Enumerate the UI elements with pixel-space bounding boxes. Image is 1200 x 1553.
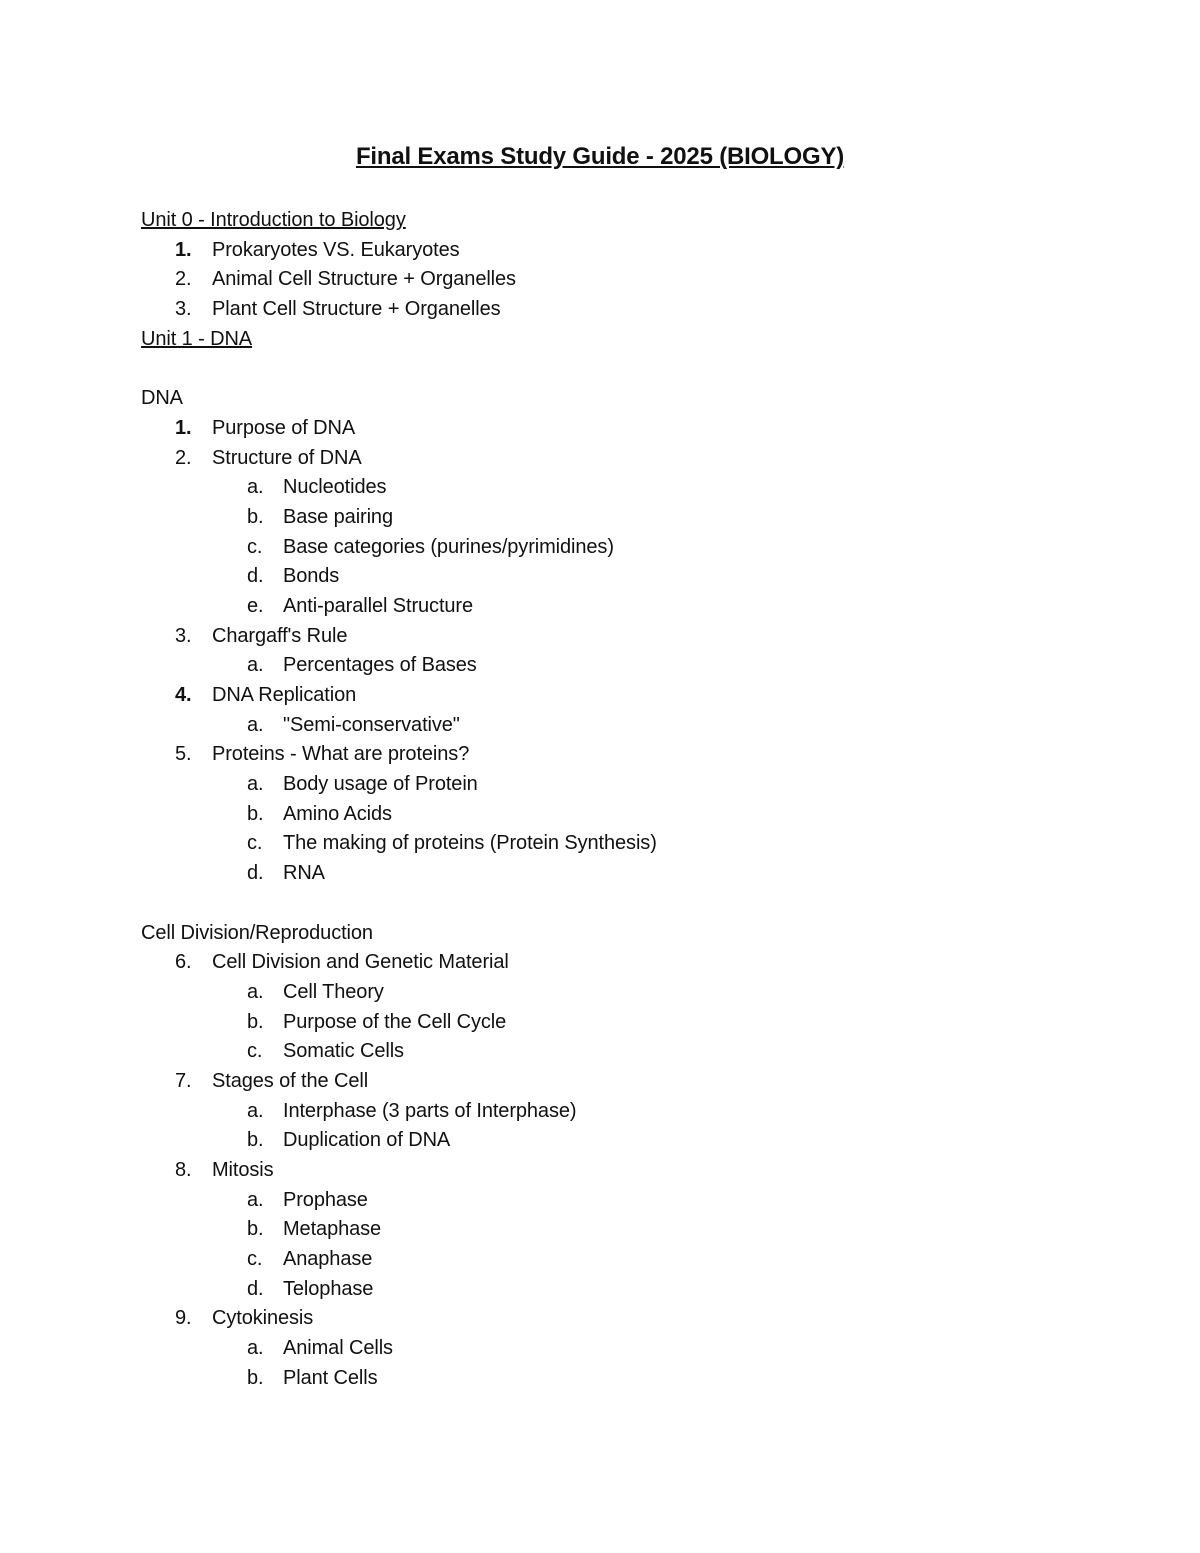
list-item-text: DNA Replication bbox=[212, 684, 357, 706]
sub-list-item bbox=[141, 800, 1101, 830]
sub-list-marker: b. bbox=[247, 505, 264, 528]
sub-list-item-text: Bonds bbox=[283, 565, 340, 588]
sub-list-item-text: Amino Acids bbox=[283, 802, 392, 825]
list-item bbox=[141, 622, 1101, 652]
sub-list-item-text: Interphase (3 parts of Interphase) bbox=[283, 1099, 577, 1122]
sub-list-item-text: Purpose of the Cell Cycle bbox=[283, 1010, 507, 1033]
list-item bbox=[141, 236, 1101, 266]
list-item bbox=[141, 295, 1101, 325]
sub-list-item-text: Nucleotides bbox=[283, 476, 387, 499]
sub-list-item bbox=[141, 859, 1101, 889]
sub-list-item bbox=[141, 473, 1101, 503]
list-marker: 1. bbox=[175, 416, 192, 439]
list-marker: 8. bbox=[175, 1159, 192, 1181]
sub-list-marker: a. bbox=[247, 1188, 264, 1211]
sub-list-item bbox=[141, 503, 1101, 533]
sub-list-item-text: Base categories (purines/pyrimidines) bbox=[283, 535, 614, 558]
sub-list-marker: a. bbox=[247, 773, 264, 796]
list-marker: 4. bbox=[175, 684, 192, 706]
sub-list-item bbox=[141, 562, 1101, 592]
sub-list-item-text: Duplication of DNA bbox=[283, 1129, 451, 1152]
sub-list-item bbox=[141, 592, 1101, 622]
list-item bbox=[141, 265, 1101, 295]
list-item-text: Mitosis bbox=[212, 1159, 274, 1181]
list-item-text: Structure of DNA bbox=[212, 446, 362, 469]
sub-list-marker: b. bbox=[247, 1218, 264, 1241]
sub-list-marker: c. bbox=[247, 832, 263, 855]
sub-list-marker: c. bbox=[247, 1248, 263, 1271]
sub-list-item bbox=[141, 1275, 1101, 1305]
list-item bbox=[141, 681, 1101, 711]
sub-list-item-text: Metaphase bbox=[283, 1218, 382, 1241]
section-heading-dna: DNA bbox=[141, 387, 183, 410]
sub-list-marker: d. bbox=[247, 565, 264, 588]
sub-list-item-text: Cell Theory bbox=[283, 980, 384, 1003]
sub-list-item-text: Anti-parallel Structure bbox=[283, 594, 474, 617]
sub-list-marker: d. bbox=[247, 862, 264, 885]
list-marker: 1. bbox=[175, 238, 192, 261]
list-item-text: Chargaff's Rule bbox=[212, 624, 348, 647]
spacer bbox=[141, 354, 1101, 384]
sub-list-marker: b. bbox=[247, 1129, 264, 1152]
sub-list-item-text: Somatic Cells bbox=[283, 1040, 404, 1063]
sub-list-item-text: The making of proteins (Protein Synthesis) bbox=[283, 832, 657, 855]
sub-list-item-text: Percentages of Bases bbox=[283, 654, 477, 677]
sub-list-marker: d. bbox=[247, 1277, 264, 1300]
sub-list-item bbox=[141, 1008, 1101, 1038]
sub-list-item bbox=[141, 829, 1101, 859]
sub-list-item bbox=[141, 533, 1101, 563]
list-marker: 2. bbox=[175, 446, 192, 469]
sub-list-marker: a. bbox=[247, 476, 264, 499]
sub-list-item-text: RNA bbox=[283, 862, 325, 885]
sub-list-item bbox=[141, 711, 1101, 741]
sub-list-item-text: Body usage of Protein bbox=[283, 773, 478, 796]
sub-list-item bbox=[141, 1097, 1101, 1127]
sub-list-item bbox=[141, 1334, 1101, 1364]
list-item bbox=[141, 1067, 1101, 1097]
sub-list-marker: e. bbox=[247, 594, 264, 617]
list-item bbox=[141, 948, 1101, 978]
list-item-text: Purpose of DNA bbox=[212, 416, 356, 439]
list-item-text: Animal Cell Structure + Organelles bbox=[212, 268, 516, 291]
list-item bbox=[141, 740, 1101, 770]
sub-list-marker: c. bbox=[247, 1040, 263, 1063]
sub-list-marker: a. bbox=[247, 654, 264, 677]
list-item-text: Proteins - What are proteins? bbox=[212, 743, 470, 766]
sub-list-item bbox=[141, 1364, 1101, 1394]
list-item-text: Stages of the Cell bbox=[212, 1069, 369, 1092]
sub-list-item bbox=[141, 1215, 1101, 1245]
list-item-text: Cytokinesis bbox=[212, 1307, 314, 1330]
sub-list-marker: a. bbox=[247, 1099, 264, 1122]
sub-list-item bbox=[141, 1126, 1101, 1156]
unit-1-heading: Unit 1 - DNA bbox=[141, 327, 253, 350]
sub-list-item-text: Base pairing bbox=[283, 505, 393, 528]
list-marker: 3. bbox=[175, 624, 192, 647]
sub-list-marker: a. bbox=[247, 713, 264, 736]
section-heading-cell-division: Cell Division/Reproduction bbox=[141, 921, 373, 944]
sub-list-item bbox=[141, 1186, 1101, 1216]
list-item-text: Cell Division and Genetic Material bbox=[212, 951, 509, 974]
list-item bbox=[141, 1156, 1101, 1186]
sub-list-item bbox=[141, 651, 1101, 681]
sub-list-item-text: "Semi-conservative" bbox=[283, 713, 460, 736]
unit-0-heading: Unit 0 - Introduction to Biology bbox=[141, 209, 406, 231]
sub-list-item-text: Anaphase bbox=[283, 1248, 373, 1271]
list-marker: 7. bbox=[175, 1069, 192, 1092]
list-item-text: Prokaryotes VS. Eukaryotes bbox=[212, 238, 460, 261]
list-marker: 9. bbox=[175, 1307, 192, 1330]
sub-list-item-text: Telophase bbox=[283, 1277, 374, 1300]
sub-list-item bbox=[141, 1037, 1101, 1067]
sub-list-marker: b. bbox=[247, 1366, 264, 1389]
list-item bbox=[141, 1304, 1101, 1334]
sub-list-marker: a. bbox=[247, 980, 264, 1003]
list-item bbox=[141, 414, 1101, 444]
sub-list-item-text: Plant Cells bbox=[283, 1366, 378, 1389]
sub-list-item bbox=[141, 770, 1101, 800]
document-body bbox=[141, 206, 1101, 1394]
sub-list-item-text: Animal Cells bbox=[283, 1337, 393, 1360]
list-marker: 5. bbox=[175, 743, 192, 766]
spacer bbox=[141, 889, 1101, 919]
list-item bbox=[141, 444, 1101, 474]
sub-list-item-text: Prophase bbox=[283, 1188, 368, 1211]
sub-list-marker: c. bbox=[247, 535, 263, 558]
sub-list-marker: b. bbox=[247, 802, 264, 825]
list-marker: 2. bbox=[175, 268, 192, 291]
list-marker: 6. bbox=[175, 951, 192, 974]
sub-list-marker: b. bbox=[247, 1010, 264, 1033]
sub-list-marker: a. bbox=[247, 1337, 264, 1360]
document-title: Final Exams Study Guide - 2025 (BIOLOGY) bbox=[355, 143, 845, 170]
sub-list-item bbox=[141, 978, 1101, 1008]
sub-list-item bbox=[141, 1245, 1101, 1275]
list-item-text: Plant Cell Structure + Organelles bbox=[212, 298, 501, 321]
list-marker: 3. bbox=[175, 298, 192, 321]
